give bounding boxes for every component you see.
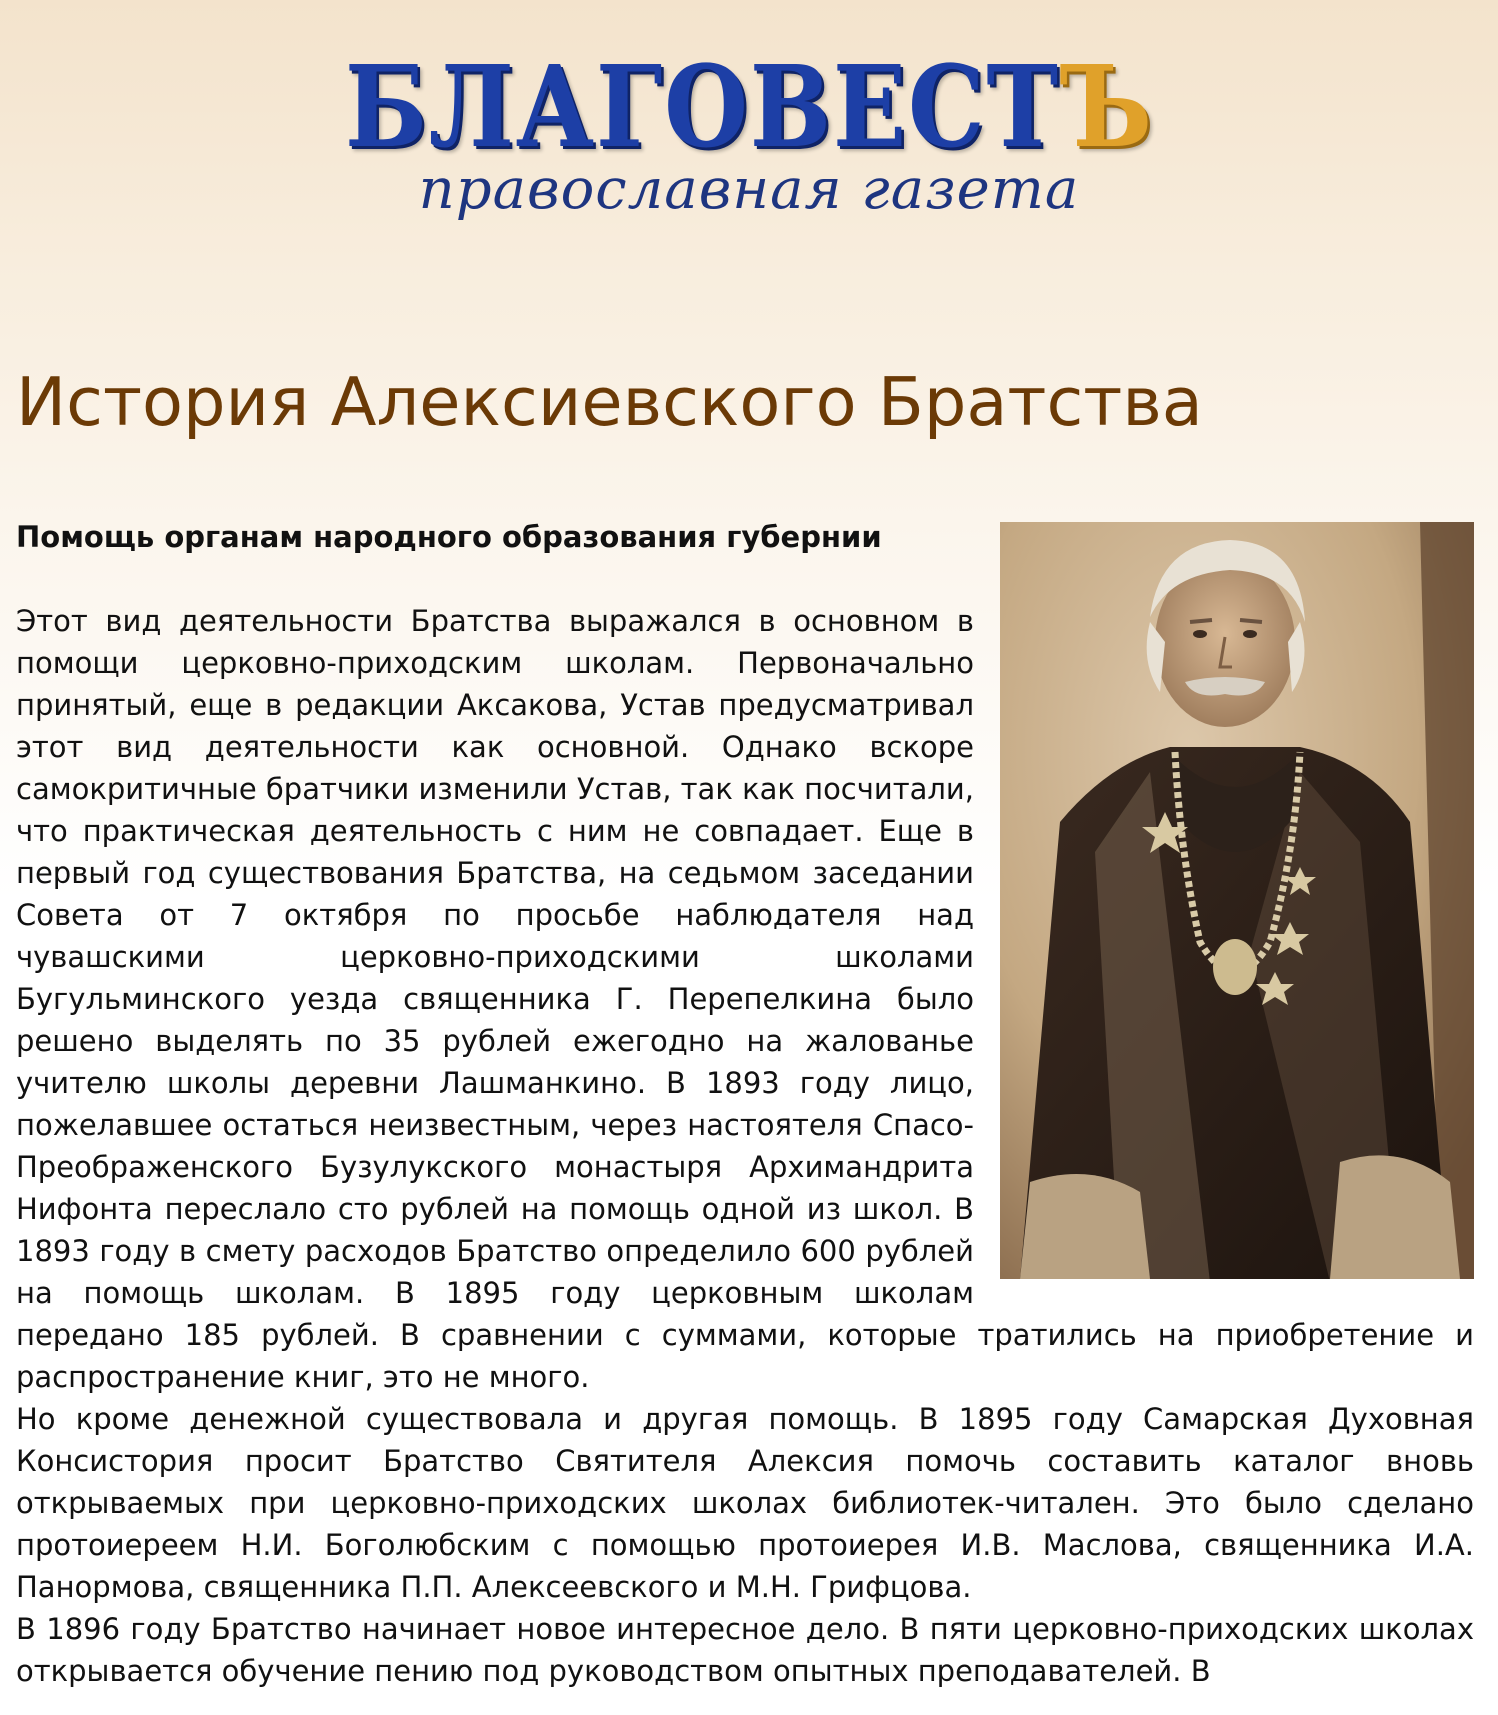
site-logo[interactable] — [279, 42, 1220, 222]
portrait-illustration — [1000, 522, 1474, 1279]
logo-hard-sign: Ъ — [1059, 42, 1154, 173]
masthead — [0, 42, 1498, 222]
article-paragraph-2: Но кроме денежной существовала и другая помощь. В 1895 году Самарская Духовная Консистория просит Братство Святителя Алексия помочь составить каталог вновь открываемых при церковно-приходских школах библиотек-читален. Это было сделано протоиереем Н.И. Боголюбским с помощью протоиерея И.В. Маслова, священника И.А. Панормова, священника П.П. Алексеевского и М.Н. Грифцова. — [16, 1402, 1474, 1604]
logo-subtitle: православная газета — [418, 157, 1080, 222]
article-paragraph-3: В 1896 году Братство начинает новое интересное дело. В пяти церковно-приходских школах открывается обучение пению под руководством опытных преподавателей. В — [16, 1612, 1474, 1688]
logo-main-text: БЛАГОВЕСТ — [344, 42, 1060, 173]
portrait-photo — [1000, 522, 1474, 1279]
article-paragraph-1: Этот вид деятельности Братства выражался в основном в помощи церковно-приходским школам. Первоначально принятый, еще в редакции Аксакова, Устав предусматривал этот вид деятельности как основной. Однако вскоре самокритичные братчики изменили Устав, так как посчитали, что практическая деятельность с ним не совпадает. Еще в первый год существования Братства, на седьмом заседании Совета от 7 октября по просьбе наблюдателя над чувашскими церковно-приходскими школами Бугульминского уезда священника Г. Перепелкина было решено выделять по 35 рублей ежегодно на жалованье учителю школы деревни Лашманкино. В 1893 году лицо, пожелавшее остаться неизвестным, через настоятеля Спасо-Преображенского Бузулукского монастыря Архимандрита Нифонта переслало сто рублей на помощь одной из школ. В 1893 году в смету расходов Братство определило 600 рублей на помощь школам. В 1895 году церковным школам передано 185 рублей. В сравнении с суммами, которые тратились на приобретение и распространение книг, это не много. — [16, 604, 1474, 1394]
article-body — [16, 516, 1474, 1692]
page-title: История Алексиевского Братства — [16, 363, 1203, 441]
logo-wordmark — [344, 42, 1154, 173]
section-heading: Помощь органам народного образования губернии — [16, 520, 882, 554]
